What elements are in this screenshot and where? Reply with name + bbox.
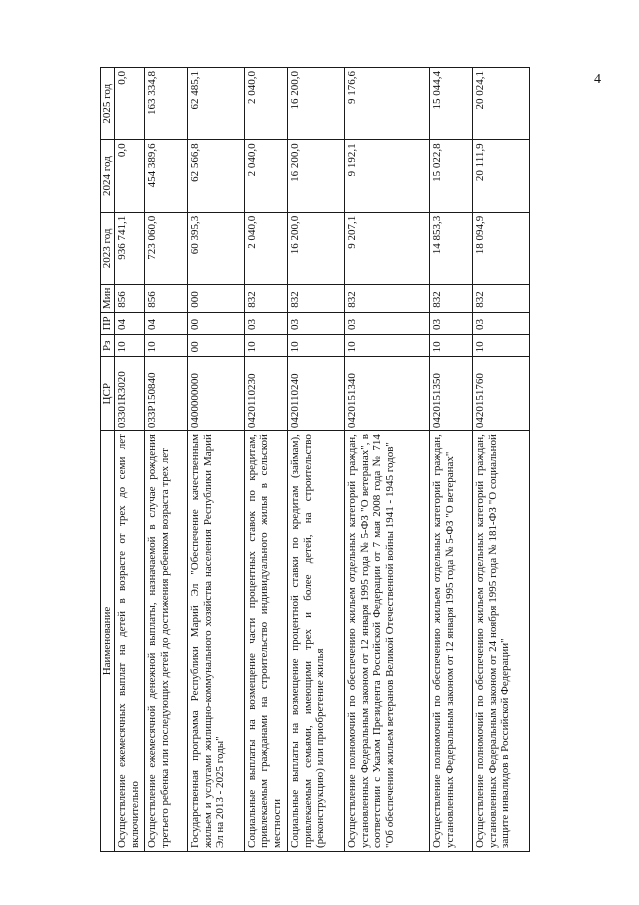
row-csr: 0420110230: [244, 357, 288, 431]
header-min: Мин: [101, 285, 115, 313]
row-pr: 03: [244, 312, 288, 334]
row-rz: 00: [187, 335, 244, 357]
row-name: Осуществление ежемесячной денежной выплаты, назначаемой в случае рождения третьего ребенка или последующих детей до достижения ребенком возраста трех лет: [145, 431, 188, 852]
row-name: Социальные выплаты на возмещение процентной ставки по кредитам (займам), привлекаемым семьями, имеющими трех и более детей, на строительство (реконструкцию) или приобретение жилья: [288, 431, 345, 852]
row-csr: 0420151340: [344, 357, 430, 431]
row-csr: 033P150840: [145, 357, 188, 431]
table-row: [473, 68, 530, 852]
table-row: [145, 68, 188, 852]
row-csr: 0420110240: [288, 357, 345, 431]
row-2023: 60 395,3: [187, 212, 244, 284]
row-min: 832: [473, 285, 530, 313]
table-row: [115, 68, 145, 852]
row-2023: 9 207,1: [344, 212, 430, 284]
row-2025: 9 176,6: [344, 68, 430, 140]
row-rz: 10: [344, 335, 430, 357]
header-2024: 2024 год: [101, 140, 115, 212]
row-rz: 10: [145, 335, 188, 357]
row-name: Осуществление полномочий по обеспечению жильем отдельных категорий граждан, установленных Федеральным законом от 12 января 1995 года № 5-ФЗ "О ветеранах", в соответствии с Указом Президента Российской Федерации от 7 мая 2008 года № 714 "Об обеспечении жильем ветеранов Великой Отечественной войны 1941 - 1945 годов": [344, 431, 430, 852]
header-2023: 2023 год: [101, 212, 115, 284]
row-2024: 20 111,9: [473, 140, 530, 212]
row-name: Социальные выплаты на возмещение части процентных ставок по кредитам, привлекаемым гражданами на строительство индивидуального жилья в сельской местности: [244, 431, 288, 852]
header-pr: ПР: [101, 312, 115, 334]
row-2023: 16 200,0: [288, 212, 345, 284]
row-2025: 0,0: [115, 68, 145, 140]
row-min: 856: [145, 285, 188, 313]
row-name: Осуществление полномочий по обеспечению жильем отдельных категорий граждан, установленных Федеральным законом от 24 ноября 1995 года № 181-ФЗ "О социальной защите инвалидов в Российской Федерации": [473, 431, 530, 852]
row-rz: 10: [244, 335, 288, 357]
row-pr: 00: [187, 312, 244, 334]
table-row: [344, 68, 430, 852]
row-pr: 03: [288, 312, 345, 334]
row-rz: 10: [115, 335, 145, 357]
table-row: [430, 68, 473, 852]
row-2023: 14 853,3: [430, 212, 473, 284]
header-name: Наименование: [101, 431, 115, 852]
row-2024: 16 200,0: [288, 140, 345, 212]
row-pr: 03: [430, 312, 473, 334]
row-min: 832: [244, 285, 288, 313]
row-min: 856: [115, 285, 145, 313]
row-pr: 03: [344, 312, 430, 334]
table-row: [187, 68, 244, 852]
row-2024: 62 566,8: [187, 140, 244, 212]
row-rz: 10: [288, 335, 345, 357]
row-min: 832: [288, 285, 345, 313]
row-csr: 0400000000: [187, 357, 244, 431]
row-2025: 20 024,1: [473, 68, 530, 140]
table-header-row: [101, 68, 115, 852]
table-wrapper: [100, 67, 530, 852]
row-min: 832: [430, 285, 473, 313]
header-2025: 2025 год: [101, 68, 115, 140]
row-2023: 936 741,1: [115, 212, 145, 284]
row-2025: 163 334,8: [145, 68, 188, 140]
budget-table: [100, 67, 530, 852]
row-2024: 0,0: [115, 140, 145, 212]
row-pr: 04: [115, 312, 145, 334]
row-name: Осуществление ежемесячных выплат на детей в возрасте от трех до семи лет включительно: [115, 431, 145, 852]
row-2025: 15 044,4: [430, 68, 473, 140]
row-name: Государственная программа Республики Марий Эл "Обеспечение качественным жильем и услугами жилищно-коммунального хозяйства населения Республики Марий Эл на 2013 - 2025 годы": [187, 431, 244, 852]
row-2024: 2 040,0: [244, 140, 288, 212]
row-2023: 723 060,0: [145, 212, 188, 284]
row-2025: 16 200,0: [288, 68, 345, 140]
row-rz: 10: [430, 335, 473, 357]
row-csr: 0420151760: [473, 357, 530, 431]
table-row: [244, 68, 288, 852]
row-min: 000: [187, 285, 244, 313]
row-name: Осуществление полномочий по обеспечению жильем отдельных категорий граждан, установленных Федеральным законом от 12 января 1995 года № 5-ФЗ "О ветеранах": [430, 431, 473, 852]
row-2024: 15 022,8: [430, 140, 473, 212]
row-csr: 0420151350: [430, 357, 473, 431]
header-csr: ЦСР: [101, 357, 115, 431]
row-2024: 9 192,1: [344, 140, 430, 212]
row-csr: 03301R3020: [115, 357, 145, 431]
header-rz: Рз: [101, 335, 115, 357]
row-rz: 10: [473, 335, 530, 357]
table-row: [288, 68, 345, 852]
page-number: 4: [594, 72, 601, 87]
row-2024: 454 389,6: [145, 140, 188, 212]
row-2025: 2 040,0: [244, 68, 288, 140]
rotated-table-container: [100, 67, 530, 848]
row-min: 832: [344, 285, 430, 313]
row-pr: 04: [145, 312, 188, 334]
row-2025: 62 485,1: [187, 68, 244, 140]
row-pr: 03: [473, 312, 530, 334]
row-2023: 18 094,9: [473, 212, 530, 284]
row-2023: 2 040,0: [244, 212, 288, 284]
